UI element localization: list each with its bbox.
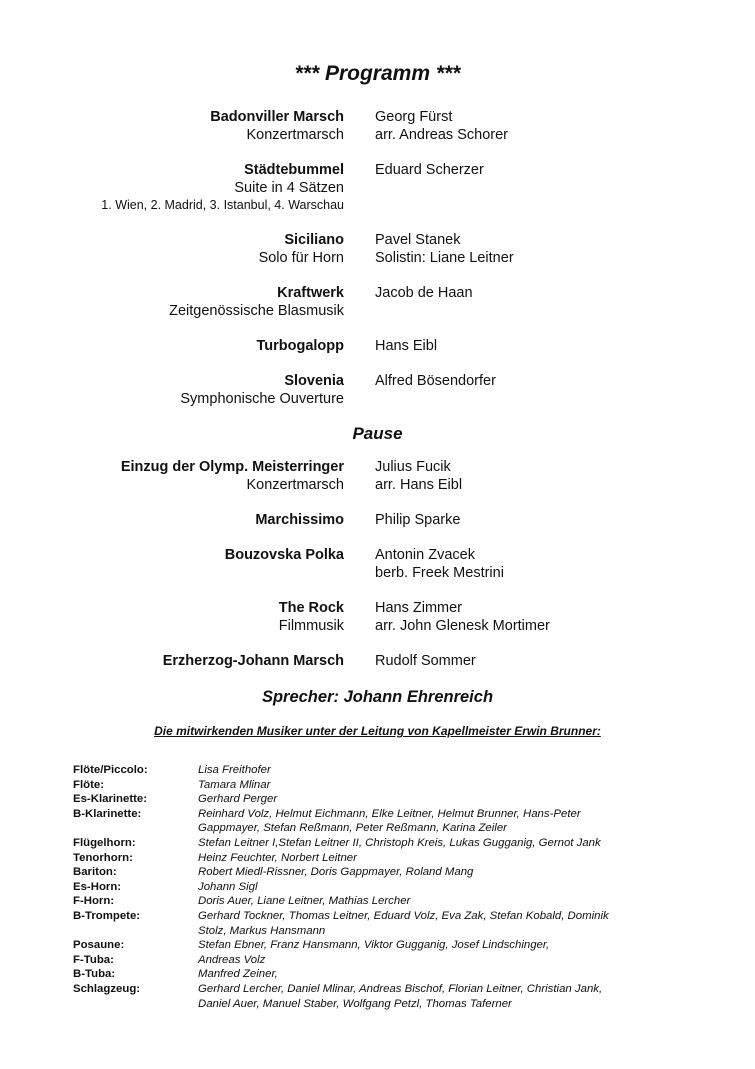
musician-row <box>73 967 693 982</box>
program-list <box>0 108 755 670</box>
piece-info <box>0 231 344 267</box>
instrument-label: Es-Horn: <box>73 880 122 893</box>
piece-info <box>0 652 344 670</box>
composer-line: Eduard Scherzer <box>375 162 484 178</box>
program-entry <box>0 231 755 267</box>
composer-line: Julius Fucik <box>375 459 451 475</box>
musician-names <box>198 836 668 851</box>
composer-line: Georg Fürst <box>375 109 453 125</box>
instrument-label: Bariton: <box>73 866 117 879</box>
composer-info <box>375 652 735 670</box>
musician-names <box>198 894 668 909</box>
program-entry <box>0 284 755 320</box>
musician-names <box>198 938 668 953</box>
musician-row <box>73 763 693 778</box>
composer-line: Jacob de Haan <box>375 285 473 301</box>
musician-names-line: Gerhard Perger <box>198 793 278 806</box>
piece-title: Erzherzog-Johann Marsch <box>162 653 344 669</box>
musician-row <box>73 953 693 968</box>
piece-title: Slovenia <box>284 373 344 389</box>
musician-names <box>198 909 668 938</box>
instrument-label: Schlagzeug: <box>73 982 141 995</box>
piece-info <box>0 372 344 408</box>
composer-info <box>375 161 735 214</box>
composer-line: berb. Freek Mestrini <box>375 565 504 581</box>
musician-names <box>198 792 668 807</box>
musician-names-line: Stefan Leitner I,Stefan Leitner II, Christoph Kreis, Lukas Gugganig, Gernot Jank <box>198 836 601 849</box>
composer-line: Solistin: Liane Leitner <box>375 250 514 266</box>
program-part-1 <box>0 108 755 408</box>
musician-names-line: Robert Miedl-Rissner, Doris Gappmayer, Roland Mang <box>198 866 474 879</box>
musician-row <box>73 880 693 895</box>
musician-row <box>73 982 693 1011</box>
musician-row <box>73 851 693 866</box>
composer-line: Hans Eibl <box>375 338 438 354</box>
composer-line: Philip Sparke <box>375 512 461 528</box>
piece-subtitle: Solo für Horn <box>258 250 344 266</box>
composer-info <box>375 546 735 582</box>
musician-row <box>73 909 693 938</box>
instrument-label: Posaune: <box>73 939 125 952</box>
speaker-line: Sprecher: Johann Ehrenreich <box>261 688 494 706</box>
musician-names-line: Reinhard Volz, Helmut Eichmann, Elke Leitner, Helmut Brunner, Hans-Peter <box>198 807 581 820</box>
composer-line: Hans Zimmer <box>375 600 463 616</box>
piece-title: Kraftwerk <box>277 285 344 301</box>
program-entry <box>0 161 755 214</box>
musician-names <box>198 851 668 866</box>
composer-info <box>375 108 735 144</box>
composer-info <box>375 458 735 494</box>
piece-info <box>0 511 344 529</box>
piece-info <box>0 599 344 635</box>
musicians-list <box>73 763 693 1011</box>
musician-names <box>198 953 668 968</box>
piece-subtitle: Konzertmarsch <box>246 477 344 493</box>
piece-subtitle: Filmmusik <box>278 618 344 634</box>
musician-names-line: Daniel Auer, Manuel Staber, Wolfgang Petzl, Thomas Taferner <box>198 997 512 1010</box>
program-entry <box>0 458 755 494</box>
program-entry <box>0 546 755 582</box>
program-entry <box>0 108 755 144</box>
piece-info <box>0 458 344 494</box>
instrument-label: F-Horn: <box>73 895 115 908</box>
musician-names-line: Gappmayer, Stefan Reßmann, Peter Reßmann, Karina Zeiler <box>198 822 507 835</box>
piece-info <box>0 337 344 355</box>
piece-title: Bouzovska Polka <box>224 547 344 563</box>
program-entry <box>0 511 755 529</box>
musician-names-line: Manfred Zeiner, <box>198 968 278 981</box>
piece-movements: 1. Wien, 2. Madrid, 3. Istanbul, 4. Warschau <box>101 198 344 212</box>
musician-names <box>198 778 668 793</box>
musician-names <box>198 880 668 895</box>
composer-info <box>375 599 735 635</box>
program-title: *** Programm *** <box>294 62 461 85</box>
composer-line: Alfred Bösendorfer <box>375 373 496 389</box>
musician-names-line: Tamara Mlinar <box>198 778 271 791</box>
instrument-label: B-Tuba: <box>73 968 116 981</box>
composer-info <box>375 231 735 267</box>
program-entry <box>0 337 755 355</box>
composer-line: arr. Hans Eibl <box>375 477 463 493</box>
piece-title: The Rock <box>278 600 344 616</box>
piece-title: Einzug der Olymp. Meisterringer <box>120 459 344 475</box>
piece-subtitle: Symphonische Ouverture <box>180 391 344 407</box>
musician-names-line: Gerhard Tockner, Thomas Leitner, Eduard Volz, Eva Zak, Stefan Kobald, Dominik <box>198 909 609 922</box>
instrument-label: B-Klarinette: <box>73 807 142 820</box>
musician-names <box>198 982 668 1011</box>
musician-row <box>73 938 693 953</box>
piece-title: Städtebummel <box>244 162 344 178</box>
composer-line: arr. Andreas Schorer <box>375 127 508 143</box>
musician-row <box>73 894 693 909</box>
piece-title: Marchissimo <box>255 512 344 528</box>
musician-row <box>73 807 693 836</box>
musicians-header: Die mitwirkenden Musiker unter der Leitung von Kapellmeister Erwin Brunner: <box>154 724 601 738</box>
piece-title: Turbogalopp <box>256 338 344 354</box>
musician-row <box>73 778 693 793</box>
instrument-label: Flöte: <box>73 778 105 791</box>
composer-info <box>375 284 735 320</box>
instrument-label: Flügelhorn: <box>73 836 136 849</box>
piece-info <box>0 108 344 144</box>
musician-names-line: Lisa Freithofer <box>198 764 271 776</box>
musician-names-line: Doris Auer, Liane Leitner, Mathias Lercher <box>198 895 411 908</box>
piece-info <box>0 546 344 582</box>
piece-title: Badonviller Marsch <box>210 109 344 125</box>
piece-subtitle: Zeitgenössische Blasmusik <box>169 303 344 319</box>
musician-names <box>198 763 668 778</box>
musician-names-line: Stolz, Markus Hansmann <box>198 924 326 937</box>
composer-line: Rudolf Sommer <box>375 653 476 669</box>
musician-row <box>73 792 693 807</box>
program-entry <box>0 599 755 635</box>
composer-line: Pavel Stanek <box>375 232 461 248</box>
musician-names-line: Stefan Ebner, Franz Hansmann, Viktor Gugganig, Josef Lindschinger, <box>198 939 550 952</box>
musician-names <box>198 865 668 880</box>
composer-line: Antonin Zvacek <box>375 547 475 563</box>
musician-names-line: Andreas Volz <box>198 953 266 966</box>
program-entry <box>0 652 755 670</box>
instrument-label: Es-Klarinette: <box>73 793 148 806</box>
program-part-2 <box>0 458 755 670</box>
musician-row <box>73 865 693 880</box>
piece-subtitle: Konzertmarsch <box>246 127 344 143</box>
musician-names-line: Gerhard Lercher, Daniel Mlinar, Andreas Bischof, Florian Leitner, Christian Jank, <box>198 982 603 995</box>
musician-names-line: Johann Sigl <box>198 880 258 893</box>
piece-info <box>0 284 344 320</box>
program-entry <box>0 372 755 408</box>
piece-subtitle: Suite in 4 Sätzen <box>234 180 344 196</box>
musician-row <box>73 836 693 851</box>
composer-info <box>375 511 735 529</box>
instrument-label: B-Trompete: <box>73 909 141 922</box>
instrument-label: Flöte/Piccolo: <box>73 764 148 776</box>
instrument-label: Tenorhorn: <box>73 851 133 864</box>
instrument-label: F-Tuba: <box>73 953 114 966</box>
piece-title: Siciliano <box>284 232 344 248</box>
musician-names <box>198 807 668 836</box>
composer-line: arr. John Glenesk Mortimer <box>375 618 550 634</box>
pause-heading: Pause <box>352 424 403 443</box>
musician-names-line: Heinz Feuchter, Norbert Leitner <box>198 851 357 864</box>
piece-info <box>0 161 344 214</box>
composer-info <box>375 372 735 408</box>
musician-names <box>198 967 668 982</box>
composer-info <box>375 337 735 355</box>
